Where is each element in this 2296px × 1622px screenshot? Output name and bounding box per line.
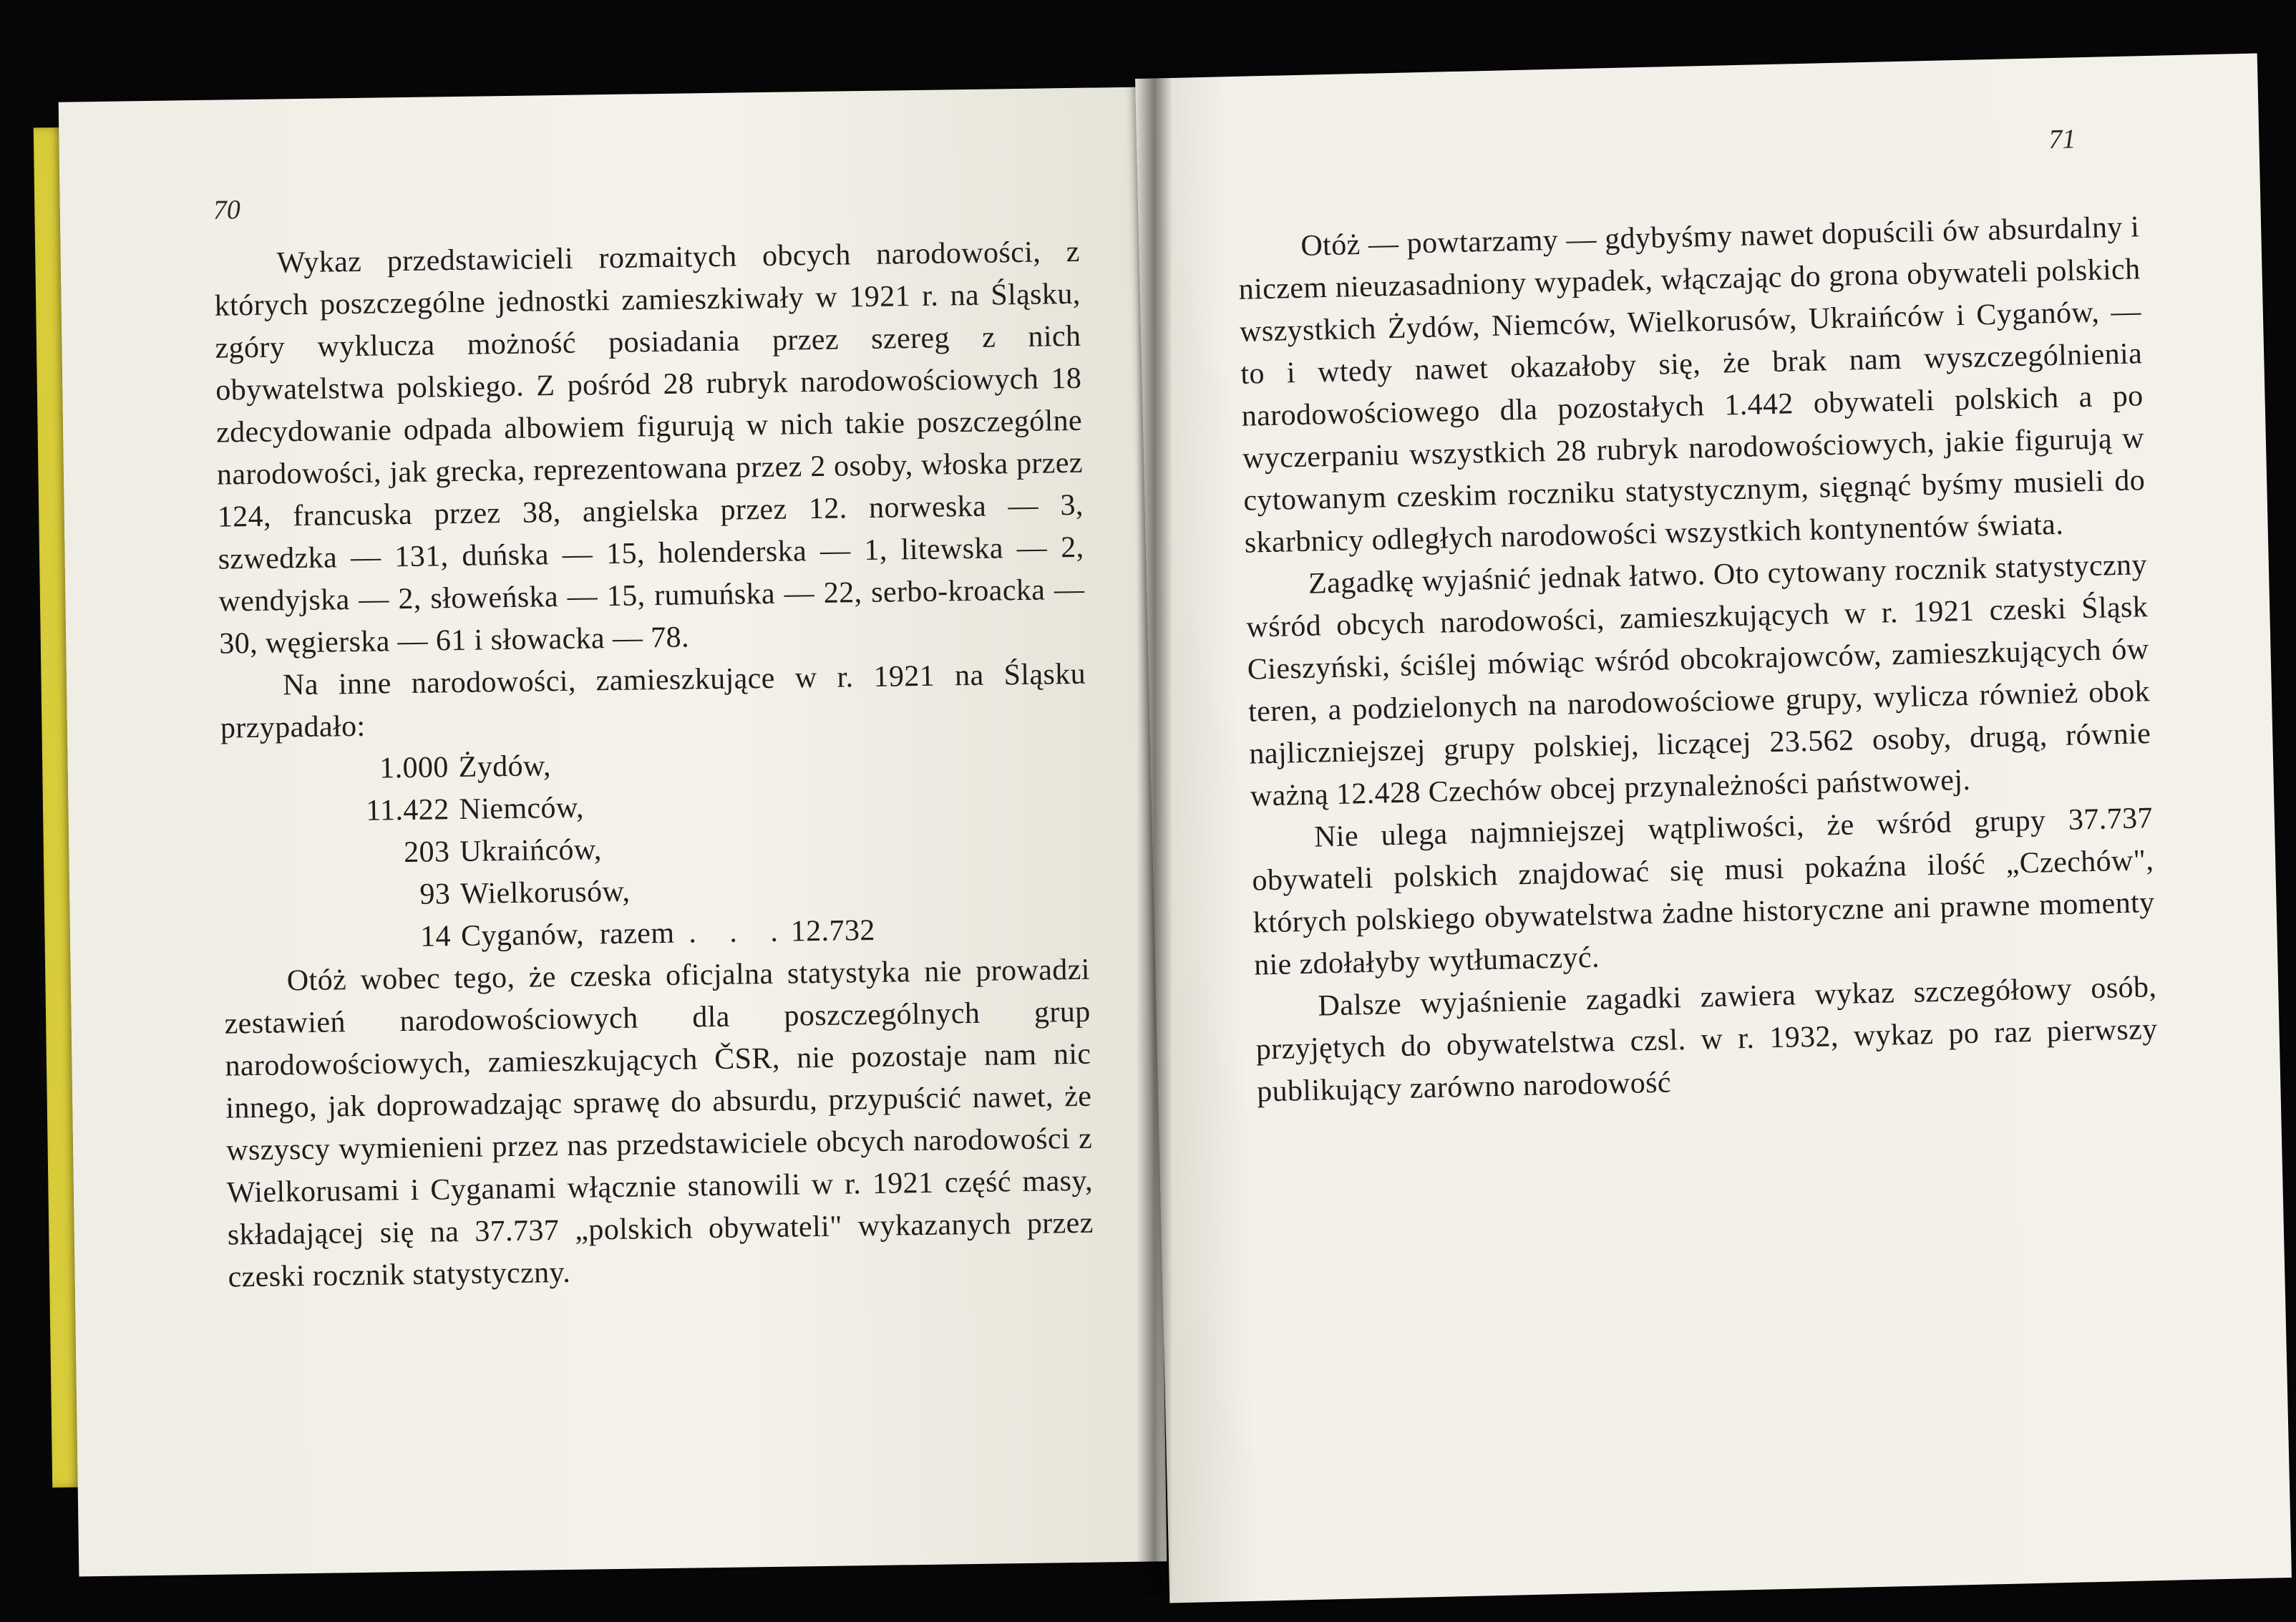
list-item — [342, 825, 875, 875]
nationality-list — [341, 741, 875, 959]
list-count: 14 — [419, 920, 452, 953]
list-count: 1.000 — [379, 751, 449, 785]
list-item — [341, 783, 874, 832]
page-number-left: 70 — [213, 195, 241, 225]
list-name: Ukraińców, — [459, 833, 603, 868]
list-name: Niemców, — [459, 791, 585, 826]
list-name: Wielkorusów, — [459, 875, 631, 910]
list-count: 203 — [403, 835, 450, 870]
left-page — [59, 87, 1167, 1576]
right-paragraph-4: Dalsze wyjaśnienie zagadki zawiera wykaz szczegółowy osób, przyjętych do obywatelstwa czsl. w r. 1932, wykaz po raz pierwszy publikujący zarówno narodowość — [1255, 971, 2159, 1109]
list-count: 93 — [419, 878, 451, 911]
list-name: Żydów, — [458, 749, 552, 784]
left-paragraph-3: Otóż wobec tego, że czeska oficjalna statystyka nie prowadzi zestawień narodowościowych dla poszczególnych grup narodowościowych, zamieszkujących ČSR, nie pozostaje nam nic innego, jak doprowadzając sprawę do absurdu, przypuścić nawet, że wszyscy wymienieni przez nas przedstawiciele obcych narodowości z Wielkorusami i Cyganami włącznie stanowili w r. 1921 część masy, składającej się na 37.737 „polskich obywateli" wykazanych przez czeski rocznik statystyczny. — [224, 953, 1094, 1294]
list-name: Cyganów, razem — [460, 916, 675, 953]
book-gutter — [1137, 72, 1172, 1596]
right-paragraph-2: Zagadkę wyjaśnić jednak łatwo. Oto cytowany rocznik statystyczny wśród obcych narodowości, zamieszkujących w r. 1921 czeski Śląsk Cieszyński, ściślej mówiąc wśród obcokrajowców, zamieszkujących ów teren, a podzielonych na narodowościowe grupy, wylicza również obok najliczniejszej grupy polskiej, liczącej 23.562 osoby, drugą, równie ważną 12.428 Czechów obcej przynależności państwowej. — [1245, 548, 2151, 813]
list-item — [343, 868, 875, 917]
list-item — [341, 741, 873, 790]
right-paragraph-1: Otóż — powtarzamy — gdybyśmy nawet dopuścili ów absurdalny i niczem nieuzasadniony wypadek, włączając do grona obywateli polskich wszystkich Żydów, Niemców, Wielkorusów, Ukraińców i Cyganów, — to i wtedy nawet okazałoby się, że brak nam wyszczególnienia narodowościowego dla pozostałych 1.442 obywateli polskich a po wyczerpaniu wszystkich 28 rubryk narodowościowych, jakie figurują w cytowanym czeskim roczniku statystycznym, sięgnąć byśmy musieli do skarbnicy odległych narodowości wszystkich kontynentów świata. — [1238, 210, 2146, 560]
list-item — [344, 910, 876, 959]
list-count: 11.422 — [365, 793, 449, 827]
list-name-total-row — [461, 910, 876, 958]
list-dots: . . . — [689, 915, 792, 950]
left-paragraph-1: Wykaz przedstawicieli rozmaitych obcych narodowości, z których poszczególne jednostki zamieszkiwały w 1921 r. na Śląsku, zgóry wyklucza możność posiadania przez szereg z nich obywatelstwa polskiego. Z pośród 28 rubryk narodowościowych 18 zdecydowanie odpada albowiem figurują w nich takie poszczególne narodowości, jak grecka, reprezentowana przez 2 osoby, włoska przez 124, francuska przez 38, angielska przez 12. norweska — 3, szwedzka — 131, duńska — 15, holenderska — 1, litewska — 2, wendyjska — 2, słoweńska — 15, rumuńska — 22, serbo-kroacka — 30, węgierska — 61 i słowacka — 78. — [214, 235, 1085, 661]
left-paragraph-2: Na inne narodowości, zamieszkujące w r. 1921 na Śląsku przypadało: — [220, 657, 1086, 745]
right-page-text — [1237, 206, 2159, 1113]
list-total: 12.732 — [790, 913, 876, 948]
right-page — [1135, 53, 2292, 1603]
left-page-text — [213, 231, 1094, 1299]
page-number-right: 71 — [2048, 124, 2076, 155]
right-paragraph-3: Nie ulega najmniejszej wątpliwości, że wśród grupy 37.737 obywateli polskich znajdować się musi pokaźna ilość „Czechów", których polskiego obywatelstwa żadne historyczne ani prawne momenty nie zdołałyby wytłumaczyć. — [1251, 802, 2156, 982]
